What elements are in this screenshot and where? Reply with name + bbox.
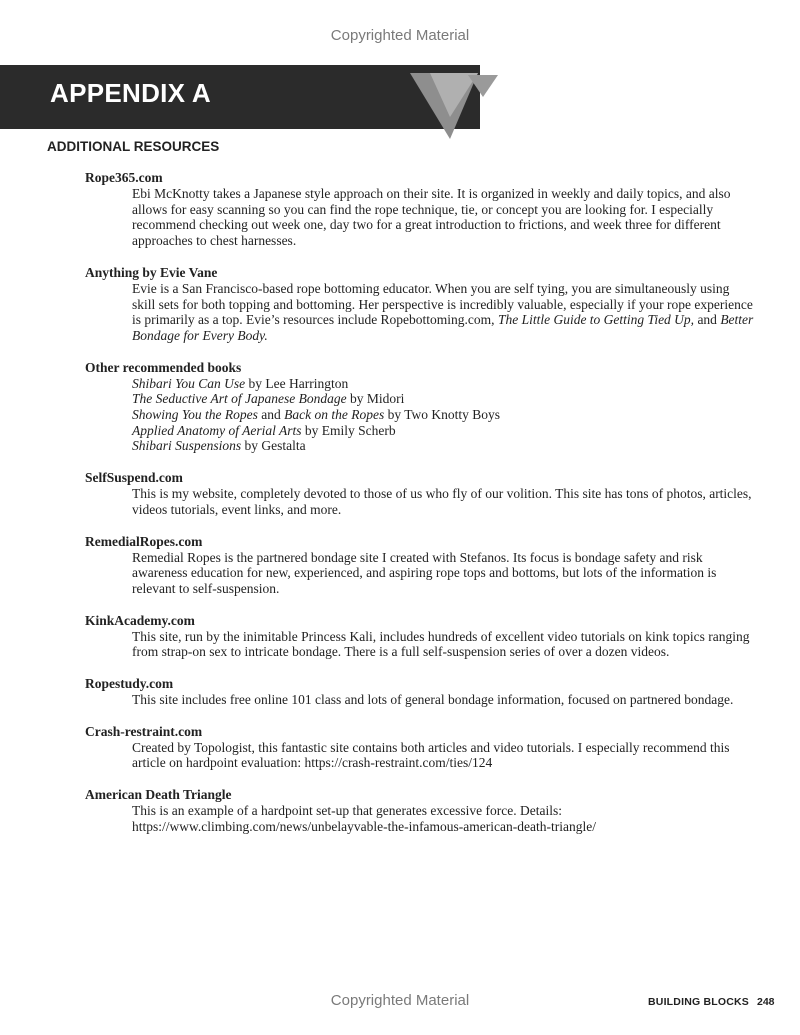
page-number: 248: [757, 996, 775, 1008]
resource-title: Crash-restraint.com: [85, 723, 203, 739]
resource-description: Ebi McKnotty takes a Japanese style approach on their site. It is organized in weekly and daily topics, and also allows for easy scanning so you can find the rope technique, tie, or concept you are looking for. I especially recommend checking out week one, day two for a great introduction to frictions, and week three for different approaches to chest harnesses.: [132, 186, 731, 249]
resource-entry: [85, 724, 755, 771]
resource-description: Created by Topologist, this fantastic site contains both articles and video tutorials. I especially recommend this article on hardpoint evaluation: https://crash-restraint.com/ties/124: [132, 739, 730, 771]
resource-title: Other recommended books: [85, 359, 242, 375]
book-list: [85, 376, 755, 455]
resource-title: KinkAcademy.com: [85, 612, 195, 628]
triangle-logo-icon: [410, 65, 500, 141]
book-author: by Gestalta: [241, 438, 306, 454]
resource-entry: [85, 360, 755, 455]
book-author: by Two Knotty Boys: [384, 407, 501, 423]
book-item: [132, 376, 755, 392]
book-title: Back on the Ropes: [284, 407, 385, 423]
description-text: Evie is a San Francisco-based rope bottoming educator. When you are self tying, you are simultaneously using skill sets for both topping and bottoming. Her perspective is incredibly valuable, especially if your rope experience is primarily as a top. Evie’s resources include Ropebottoming.com,: [132, 280, 753, 328]
watermark-top: Copyrighted Material: [330, 27, 470, 44]
resource-title: RemedialRopes.com: [85, 533, 203, 549]
resource-description: [85, 281, 755, 344]
chapter-title: APPENDIX A: [50, 78, 211, 108]
book-author: by Midori: [346, 391, 405, 407]
resource-title: SelfSuspend.com: [85, 470, 183, 486]
resource-entry: [85, 676, 755, 708]
connector-text: and: [694, 312, 721, 328]
resource-description: This site includes free online 101 class and lots of general bondage information, focused on partnered bondage.: [132, 692, 734, 708]
resource-entry: [85, 170, 755, 249]
book-title: The Seductive Art of Japanese Bondage: [132, 391, 347, 407]
resource-title: American Death Triangle: [85, 787, 232, 803]
book-item: [132, 407, 755, 423]
resource-title: Anything by Evie Vane: [85, 264, 218, 280]
resource-title: Ropestudy.com: [85, 676, 174, 692]
resource-title: Rope365.com: [85, 170, 163, 185]
book-item: [132, 391, 755, 407]
connector-text: and: [257, 407, 285, 423]
resource-entry: [85, 613, 755, 660]
resource-entry: [85, 470, 755, 517]
footer-running-title: BUILDING BLOCKS: [648, 996, 749, 1008]
section-heading: ADDITIONAL RESOURCES: [47, 139, 220, 154]
book-item: [132, 423, 755, 439]
resource-entry: [85, 534, 755, 597]
book-title: Shibari You Can Use: [132, 375, 246, 391]
book-title: Better Bondage for Every Body.: [132, 312, 754, 343]
book-title: Shibari Suspensions: [132, 438, 242, 454]
book-title: The Little Guide to Getting Tied Up,: [497, 312, 695, 328]
book-title: Applied Anatomy of Aerial Arts: [132, 422, 302, 438]
resource-description: This is my website, completely devoted to those of us who fly of our volition. This site has tons of photos, articles, videos tutorials, event links, and more.: [132, 486, 752, 517]
book-author: by Lee Harrington: [245, 375, 349, 391]
resource-list: [85, 170, 755, 851]
resource-description: This site, run by the inimitable Princess Kali, includes hundreds of excellent video tutorials on kink topics ranging from strap-on sex to intricate bondage. There is a full self-suspension series of over a dozen videos.: [132, 628, 750, 660]
book-item: [132, 438, 755, 454]
resource-description: Remedial Ropes is the partnered bondage site I created with Stefanos. Its focus is bondage safety and risk awareness education for new, experienced, and aspiring rope tops and bottoms, but lots of the information is relevant to self-suspension.: [132, 549, 717, 596]
resource-entry: [85, 265, 755, 344]
resource-description: This is an example of a hardpoint set-up that generates excessive force. Details: https://www.climbing.com/news/unbelayvable-the-infamous-american-death-triangle/: [132, 803, 596, 834]
book-author: by Emily Scherb: [301, 422, 396, 438]
watermark-bottom: Copyrighted Material: [330, 992, 470, 1009]
resource-entry: [85, 787, 755, 834]
book-title: Showing You the Ropes: [132, 407, 258, 423]
